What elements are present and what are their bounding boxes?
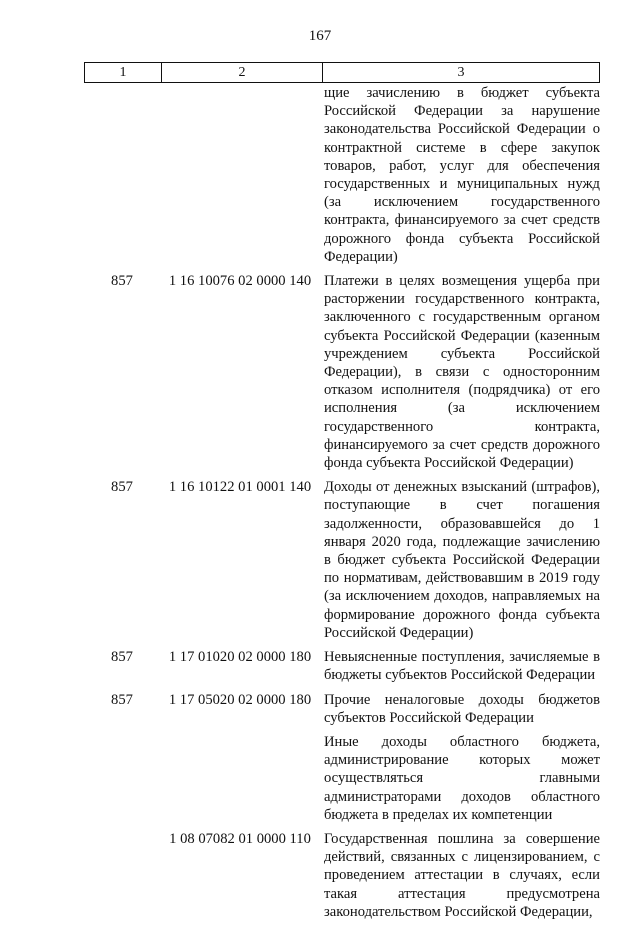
revenue-code-cell: 1 16 10076 02 0000 140: [168, 273, 312, 290]
description-cell: Невыясненные поступления, зачисляемые в бюджеты субъектов Российской Федерации: [324, 649, 600, 684]
admin-code-cell: 857: [111, 691, 133, 708]
table-body: [84, 84, 600, 927]
table-row: [84, 478, 600, 642]
table-row: [84, 272, 600, 472]
revenue-code-cell: [160, 84, 320, 266]
table-row: [84, 84, 600, 266]
description-cell: щие зачислению в бюджет субъекта Российской Федерации за нарушение законодательства Российской Федерации о контрактной системе в сфере закупок товаров, работ, услуг для обеспечения государственных и муниципальных нужд (за исключением государственного контракта, финансируемого за счет средств дорожного фонда субъекта Российской Федерации): [324, 85, 600, 265]
description-cell: Платежи в целях возмещения ущерба при расторжении государственного контракта, заключенного с государственным органом субъекта Российской Федерации (казенным учреждением субъекта Российской Федерации), в связи с односторонним отказом исполнителя (подрядчика) от его исполнения (за исключением государственного контракта, финансируемого за счет средств дорожного фонда субъекта Российской Федерации): [324, 273, 600, 472]
description-cell: Иные доходы областного бюджета, администрирование которых может осуществляться главными администраторами доходов областного бюджета в пределах их компетенции: [324, 733, 600, 823]
table-row: [84, 648, 600, 684]
description-cell: Прочие неналоговые доходы бюджетов субъектов Российской Федерации: [324, 691, 600, 726]
page-number: 167: [308, 28, 332, 44]
admin-code-cell: [84, 733, 160, 824]
revenue-code-cell: [160, 733, 320, 824]
table-header: [84, 62, 600, 83]
table-row: [84, 691, 600, 727]
table-row: [84, 733, 600, 824]
description-cell: Государственная пошлина за совершение действий, связанных с лицензированием, с проведением аттестации в случаях, если такая аттестация предусмотрена законодательством Российской Федерации,: [324, 830, 600, 920]
admin-code-cell: [84, 830, 160, 921]
revenue-code-cell: 1 17 01020 02 0000 180: [168, 649, 312, 666]
admin-code-cell: 857: [111, 273, 133, 290]
header-col-1: 1: [85, 63, 162, 82]
revenue-code-cell: 1 08 07082 01 0000 110: [169, 830, 311, 847]
admin-code-cell: 857: [111, 649, 133, 666]
revenue-code-cell: 1 16 10122 01 0001 140: [168, 479, 312, 496]
table-row: [84, 830, 600, 921]
admin-code-cell: [84, 84, 160, 266]
header-col-2: 2: [162, 63, 323, 82]
admin-code-cell: 857: [111, 479, 133, 496]
description-cell: Доходы от денежных взысканий (штрафов), поступающие в счет погашения задолженности, образовавшейся до 1 января 2020 года, подлежащие зачислению в бюджет субъекта Российской Федерации по нормативам, действовавшим в 2019 году (за исключением доходов, направляемых на формирование дорожного фонда субъекта Российской Федерации): [324, 479, 600, 641]
revenue-code-cell: 1 17 05020 02 0000 180: [168, 691, 312, 708]
header-col-3: 3: [457, 64, 465, 80]
